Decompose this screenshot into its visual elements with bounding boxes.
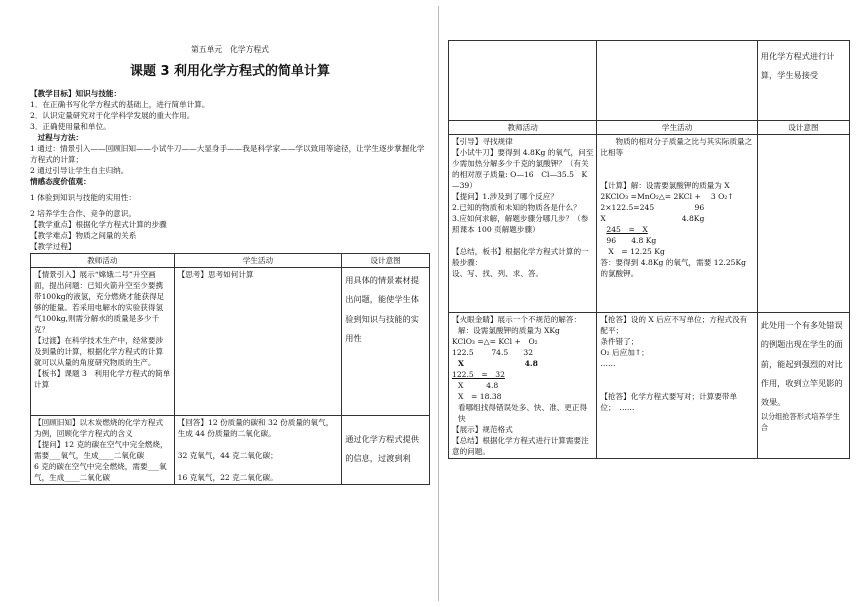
teacher-text: 【过渡】在科学技术生产中，经常要涉及到量的计算，根据化学方程式的计算就可以从量的角度研究物质的生产。	[34, 336, 164, 368]
student-text	[600, 369, 753, 380]
design-intent: 用化学方程式进行计算，学生易接受	[757, 41, 849, 121]
teacher-text: 3.应如何求解，解题步骤分哪几步？（参照课本 100 页解题步骤）	[452, 214, 589, 234]
student-text: ……	[600, 359, 616, 368]
student-activity	[174, 416, 342, 485]
teacher-text: 设、写、找、列、求、答。	[452, 269, 544, 278]
teacher-text: 【回顾旧知】以木炭燃烧的化学方程式为例，回顾化学方程式的含义	[34, 418, 164, 439]
result-line: X = 12.25 Kg	[608, 247, 665, 256]
teacher-text: 解：设需氯酸钾的质量为 XKg	[458, 326, 560, 335]
table-header-row	[31, 254, 430, 268]
proportion-line: 245 = X	[606, 225, 648, 234]
teacher-text	[452, 235, 593, 246]
teacher-activity	[31, 416, 175, 485]
page-divider	[438, 6, 439, 601]
attitude-line: 1 体验到知识与技能的实用性：	[30, 193, 136, 203]
process-heading: 过程与方法：	[30, 133, 84, 143]
result-line: X = 18.38	[458, 392, 502, 401]
student-text: 条件错了；	[600, 337, 639, 346]
empty-cell	[449, 41, 597, 121]
continued-row	[449, 41, 850, 121]
teacher-text: 【展示】规范格式	[452, 425, 513, 434]
objective-line: 3．正确使用量和单位。	[30, 122, 111, 132]
teacher-text: 【情景引入】展示“嫦娥二号”升空画面，提出问题：已知火箭升空至少要携带100kg的液氢，充分燃烧才能获得足够的能量。若采用电解水的实验获得氢气100kg,则需分解水的质量是多少千克？	[34, 270, 165, 335]
attitude-line: 2 培养学生合作、竞争的意识。	[30, 209, 136, 219]
difficult-point: 【教学难点】物质之间量的关系	[30, 231, 137, 241]
equation-line: 2×122.5=245 96	[600, 203, 705, 212]
student-text	[600, 380, 753, 391]
objective-line: 2．认识定量研究对于化学科学发展的重大作用。	[30, 111, 195, 121]
equation-line: X 4.8	[458, 359, 538, 368]
design-text: 此处用一个有多处错误的例题出现在学生的面前，能起到强烈的对比作用，收到立竿见影的效果。	[760, 320, 843, 408]
table-row	[31, 416, 430, 485]
teacher-activity	[449, 313, 597, 459]
student-activity	[597, 135, 757, 313]
student-text	[178, 439, 339, 450]
lesson-table-left	[30, 253, 430, 485]
student-text: 物质的相对分子质量之比与其实际质量之比相等	[600, 137, 753, 157]
equation-line: 122.5 74.5 32	[452, 348, 534, 357]
teacher-text: 【小试牛刀】要得到 4.8Kg 的氧气，问至少需加热分解多少千克的氯酸钾？（有关的相对原子质量: O—16 Cl—35.5 K—39）	[452, 148, 594, 190]
attitude-heading: 情感态度价值观：	[30, 177, 91, 187]
unit-heading: 第五单元 化学方程式	[191, 45, 269, 54]
design-intent: 用具体的情景素材提出问题，能使学生体验到知识与技能的实用性	[342, 268, 430, 416]
proportion-line: 122.5 = 32	[452, 370, 505, 379]
answer-line: 答：要得到 4.8Kg 的氧气，需要 12.25Kg 的氯酸钾。	[600, 258, 747, 278]
design-intent: 通过化学方程式提供的信息，过渡到利	[342, 416, 430, 485]
teacher-text: 【提问】12 克的碳在空气中完全燃烧，需要___氧气，生成____二氧化碳	[34, 440, 168, 461]
design-intent	[757, 135, 849, 313]
equation-line: 2KClO₃ =MnO₂△= 2KCl + 3 O₂↑	[600, 192, 734, 201]
table-header-row	[449, 121, 850, 135]
equation-line: X 4.8Kg	[600, 214, 705, 223]
student-text: 【计算】解：设需要氯酸钾的质量为 X	[600, 181, 730, 190]
teacher-text: 2.已知的物质和未知的物质各是什么？	[452, 203, 581, 212]
student-text: 【思考】思考如何计算	[177, 270, 254, 280]
teacher-text: 【火眼金睛】展示一个不规范的解答：	[452, 315, 582, 324]
student-text: 【回答】12 份质量的碳和 32 份质量的氧气，生成 44 份质量的二氧化碳。	[177, 418, 334, 439]
objectives-heading: 【教学目标】知识与技能：	[30, 89, 122, 99]
left-page	[30, 0, 430, 607]
teacher-text: 【总结】根据化学方程式进行计算需要注意的问题。	[452, 436, 589, 456]
teacher-activity	[31, 268, 175, 416]
design-intent	[757, 313, 849, 459]
teacher-activity	[449, 135, 597, 313]
table-row	[449, 313, 850, 459]
student-activity	[597, 313, 757, 459]
teacher-text: 【引导】寻找规律	[452, 137, 513, 146]
column-header: 学生活动	[597, 121, 757, 135]
proportion-line: 96 4.8 Kg	[606, 236, 657, 245]
key-point: 【教学重点】根据化学方程式计算的步骤	[30, 220, 167, 230]
student-activity	[174, 268, 342, 416]
column-header: 教师活动	[31, 254, 175, 268]
column-header: 设计意图	[757, 121, 849, 135]
column-header: 设计意图	[342, 254, 430, 268]
column-header: 学生活动	[174, 254, 342, 268]
design-text: 以分组抢答形式培养学生合	[760, 412, 840, 432]
right-page	[448, 0, 850, 607]
teacher-text: 看哪组找得错误处多、快、准、更正得快	[458, 403, 588, 423]
student-text	[178, 461, 339, 472]
student-text: 【抢答】设的 X 后应不写单位；方程式没有配平；	[600, 315, 748, 335]
process-label: 【教学过程】	[30, 242, 76, 252]
teacher-text: 【提问】1.涉及到了哪个反应？	[452, 192, 558, 201]
student-text: 【抢答】化学方程式要写对；计算要带单位； ……	[600, 392, 738, 412]
table-row	[31, 268, 430, 416]
student-text: 32 克氧气，44 克二氧化碳；	[177, 451, 278, 461]
student-text: 16 克氧气，22 克二氧化碳。	[177, 473, 278, 483]
process-line: 1 通过：情景引入——回顾旧知——小试牛刀——大显身手——我是科学家——学以致用等途径，让学生逐步掌握化学方程式的计算；	[30, 144, 425, 165]
empty-cell	[597, 41, 757, 121]
table-row	[449, 135, 850, 313]
teacher-text: 【总结，板书】根据化学方程式计算的一般步骤：	[452, 247, 589, 267]
lesson-title: 课题 3 利用化学方程式的简单计算	[129, 64, 331, 80]
equation-line: KClO₃ =△= KCl + O₂	[452, 337, 538, 346]
lesson-intro	[30, 88, 430, 252]
lesson-table-right	[448, 40, 850, 459]
proportion-line: X 4.8	[458, 381, 499, 390]
column-header: 教师活动	[449, 121, 597, 135]
process-line: 2 通过引导让学生自主归纳。	[30, 166, 129, 176]
student-text: O₂ 后应加↑；	[600, 348, 649, 357]
teacher-text: 6 克的碳在空气中完全燃烧，需要___氧气，生成____二氧化碳	[34, 462, 167, 483]
teacher-text: 【板书】课题 3 利用化学方程式的简单计算	[34, 369, 171, 390]
objective-line: 1．在正确书写化学方程式的基础上，进行简单计算。	[30, 100, 210, 110]
